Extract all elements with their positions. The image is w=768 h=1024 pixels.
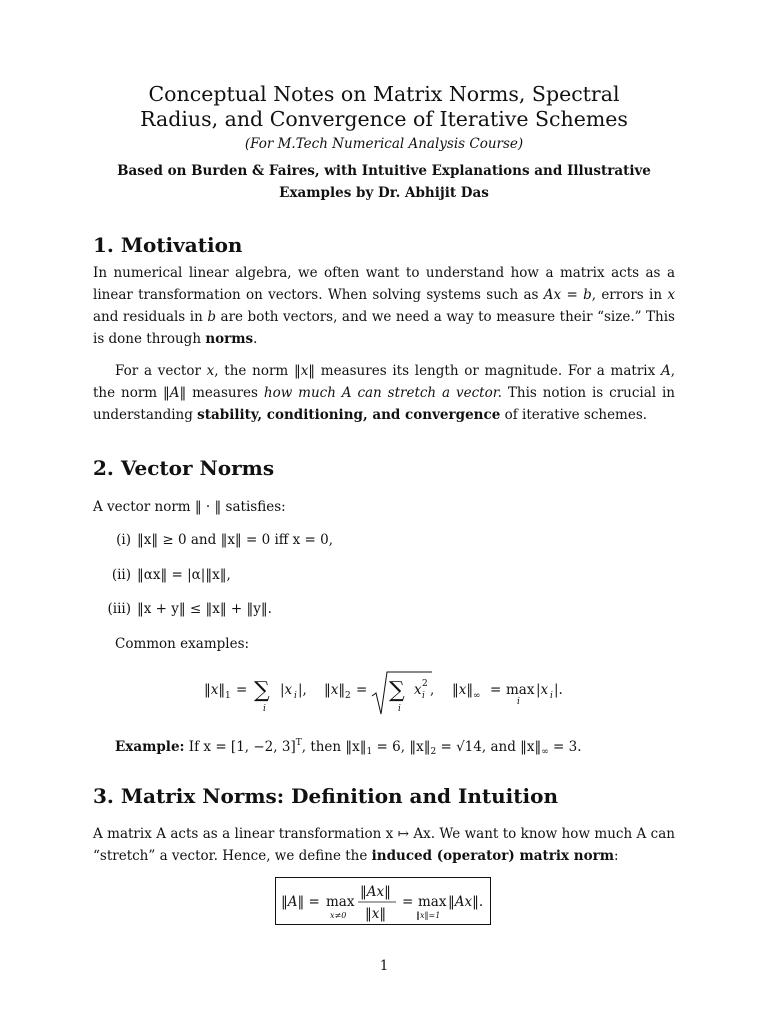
common-examples-label: Common examples: [115,636,250,652]
abs-xi-sub: i [294,691,297,701]
induced-norm-formula [276,878,490,924]
text: = 6, ‖x‖ [372,739,431,755]
section-heading-matrix-norms: 3. Matrix Norms: Definition and Intuition [93,784,558,808]
text: of iterative schemes. [500,407,648,423]
axiom-item-3 [93,601,272,617]
title-line-2: Radius, and Convergence of Iterative Schemes [140,107,628,131]
example-label: Example: [115,739,185,755]
text: In numerical linear algebra, we often want to understand how a matrix acts as a linear transformation on vectors. When solving systems such as [93,265,675,303]
linf-lhs: ‖x‖ [452,682,474,698]
xi-squared-sub: i [422,691,425,701]
math-inline: ‖A‖ [162,385,187,401]
vector-norm-example [115,732,675,763]
italic-phrase: how much A can stretch a vector. [263,385,502,401]
fraction-numerator: ‖Ax‖ [360,884,391,900]
text: A matrix A acts as a linear transformation x ↦ Ax. We want to know how much A can “stretch” a vector. Hence, we define the [93,826,675,864]
text: , errors in [591,287,668,303]
xi-squared-sup: 2 [422,679,428,689]
induced-lhs: ‖A‖ = [281,894,320,910]
induced-max-cond2: ‖x‖=1 [416,911,441,920]
document-byline [100,160,668,204]
sum-sign: ∑ [254,678,270,703]
axiom-text: ‖αx‖ = |α|‖x‖, [137,567,231,583]
induced-max2: max [418,894,447,910]
math-inline: Ax = b [543,287,592,303]
text: This notion is crucial in understanding [93,385,675,423]
linf-rhs: |x [536,682,549,698]
text: measures [186,385,264,401]
section-heading-motivation: 1. Motivation [93,233,243,257]
text: , then ‖x‖ [301,739,367,755]
text: : [613,848,619,864]
math-inline: A [660,363,671,379]
bold-term: norms [205,331,254,347]
section-heading-vector-norms: 2. Vector Norms [93,456,275,480]
text: If x = [1, −2, 3] [184,739,296,755]
induced-eq2: = [402,894,414,910]
axiom-number: (ii) [111,567,131,583]
sum-index-2: i [398,704,401,714]
l1-lhs: ‖x‖ [204,682,226,698]
text: , the norm [214,363,294,379]
induced-rhs: ‖Ax‖. [448,894,484,910]
bold-term: induced (operator) matrix norm [371,848,614,864]
induced-norm-formula-box [275,877,491,925]
text: measures its length or magnitude. For a matrix [315,363,661,379]
byline-line-1: Based on Burden & Faires, with Intuitive Explanations and Illustrative [117,163,651,179]
l2-sub: 2 [345,691,351,701]
document-title [60,82,708,132]
axiom-item-1 [93,532,333,548]
linf-end: |. [554,682,563,698]
text: and residuals in [93,309,208,325]
sub: 1 [366,747,373,757]
text: . [253,331,258,347]
math-inline: ‖x‖ [293,363,316,379]
comma: , [430,682,435,698]
math-inline: x [667,287,675,303]
fraction-denominator: ‖x‖ [365,906,387,922]
induced-max-cond: x≠0 [330,911,347,920]
math-inline: b [207,309,216,325]
text: are both vectors, and we need a way to measure their “size.” This is done through [93,309,675,347]
page-number: 1 [379,958,389,974]
bold-term: stability, conditioning, and convergence [197,407,501,423]
sum-sign-2: ∑ [389,678,405,703]
motivation-paragraph-1 [93,262,675,350]
sub: 2 [430,747,437,757]
l2-eq: = [356,682,368,698]
title-line-1: Conceptual Notes on Matrix Norms, Spectral [148,82,620,106]
motivation-paragraph-2 [93,360,675,426]
axiom-number: (iii) [107,601,131,617]
abs-close: |, [298,682,307,698]
math-inline: x [206,363,215,379]
linf-eq: = [490,682,502,698]
linf-rhs-sub: i [550,691,553,701]
document-subtitle: (For M.Tech Numerical Analysis Course) [244,136,524,152]
vector-norm-formulas [190,666,580,720]
axiom-number: (i) [116,532,131,548]
induced-max: max [326,894,355,910]
max-op: max [506,682,535,698]
xi-squared: x [414,682,422,698]
matrix-norm-paragraph [93,823,675,867]
text: = 3. [548,739,582,755]
abs-xi: |x [280,682,293,698]
transpose-sup: T [295,738,302,748]
text: = √14, and ‖x‖ [436,739,542,755]
axiom-item-2 [93,567,231,583]
text: For a vector [115,363,207,379]
sub: ∞ [541,747,549,757]
linf-sub: ∞ [473,691,481,701]
l1-eq: = [236,682,248,698]
vector-norm-intro: A vector norm ‖ · ‖ satisfies: [93,499,286,515]
text: , the norm [93,363,675,401]
byline-line-2: Examples by Dr. Abhijit Das [279,185,489,201]
axiom-text: ‖x + y‖ ≤ ‖x‖ + ‖y‖. [137,601,272,617]
max-index: i [517,697,520,707]
l1-sub: 1 [225,691,231,701]
l2-lhs: ‖x‖ [324,682,346,698]
axiom-text: ‖x‖ ≥ 0 and ‖x‖ = 0 iff x = 0, [137,532,334,548]
sum-index: i [263,704,266,714]
